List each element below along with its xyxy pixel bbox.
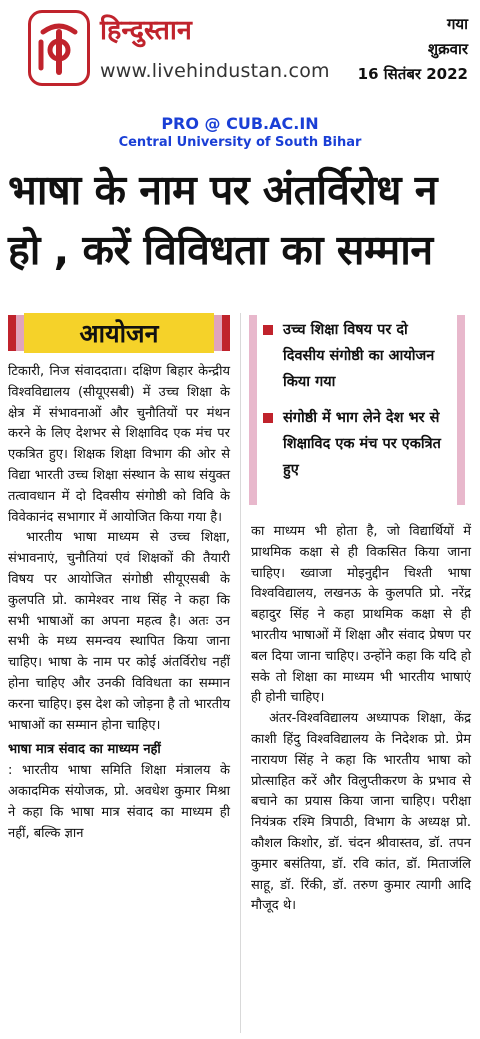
highlight-text: उच्च शिक्षा विषय पर दो दिवसीय संगोष्ठी का आयोजन किया गया bbox=[283, 322, 435, 390]
tag-bar-right bbox=[222, 315, 230, 351]
credit-email: PRO @ CUB.AC.IN bbox=[161, 114, 319, 133]
article-column-right bbox=[251, 522, 471, 917]
article-paragraph: टिकारी, निज संवाददाता। दक्षिण बिहार केन्द्रीय विश्वविद्यालय (सीयूएसबी) में उच्च शिक्षा के क्षेत्र में संभावनाओं और चुनौतियों पर मंथन करने के लिए देशभर से शिक्षाविद एक मंच पर एकत्रित हुए। शिक्षक शिक्षा विभाग की ओर से विद्या भारती उच्च शिक्षा संस्थान के साथ संयुक्त तत्वावधान में दो दिवसीय संगोष्ठी को विवि के विवेकानंद सभागार में आयोजित किया गया है। bbox=[8, 364, 230, 525]
masthead bbox=[0, 0, 480, 100]
article-subhead: भाषा मात्र संवाद का माध्यम नहीं bbox=[8, 742, 161, 758]
credit-stamp bbox=[0, 114, 480, 151]
highlights-edge-right bbox=[457, 315, 465, 505]
category-tag bbox=[8, 313, 230, 355]
highlight-item bbox=[263, 317, 453, 395]
headline: भाषा के नाम पर अंतर्विरोध न हो , करें विविधता का सम्मान bbox=[8, 166, 438, 274]
hindustan-logo-icon bbox=[28, 10, 90, 86]
highlight-text: संगोष्ठी में भाग लेने देश भर से शिक्षाविद एक मंच पर एकत्रित हुए bbox=[283, 410, 441, 478]
credit-institution: Central University of South Bihar bbox=[118, 135, 362, 150]
article-column-left bbox=[8, 362, 230, 844]
edition-date: 16 सितंबर 2022 bbox=[357, 65, 468, 83]
category-label: आयोजन bbox=[24, 313, 214, 353]
red-square-bullet-icon bbox=[263, 413, 273, 423]
highlights-edge-left bbox=[249, 315, 257, 505]
article-paragraph: का माध्यम भी होता है, जो विद्यार्थियों में प्राथमिक कक्षा से ही विकसित किया जाना चाहिए। ख्वाजा मोइनुद्दीन चिश्ती भाषा विश्वविद्यालय, लखनऊ के कुलपति प्रो. नरेंद्र बहादुर सिंह ने कहा प्राथमिक कक्षा से ही भारतीय भाषाओं में शिक्षा और संवाद प्रेषण पर बल दिया जाना चाहिए। उन्होंने कहा कि यदि हो सके तो शिक्षा का माध्यम भी भारतीय भाषाएं ही होनी चाहिए। bbox=[251, 524, 471, 706]
site-url[interactable]: www.livehindustan.com bbox=[100, 60, 330, 82]
brand-name: हिन्दुस्तान bbox=[100, 15, 192, 46]
tag-bar-left bbox=[8, 315, 16, 351]
red-square-bullet-icon bbox=[263, 325, 273, 335]
tag-bar-right-inner bbox=[214, 315, 222, 351]
edition-city: गया bbox=[446, 15, 468, 33]
highlights-box bbox=[249, 315, 471, 511]
article-paragraph: : भारतीय भाषा समिति शिक्षा मंत्रालय के अकादमिक संयोजक, प्रो. अवधेश कुमार मिश्रा ने कहा कि भाषा मात्र संवाद का माध्यम ही नहीं, बल्कि ज्ञान bbox=[8, 763, 230, 841]
edition-weekday: शुक्रवार bbox=[427, 40, 468, 58]
article-paragraph: अंतर-विश्वविद्यालय अध्यापक शिक्षा, केंद्र काशी हिंदु विश्वविद्यालय के निदेशक प्रो. प्रेम नारायण सिंह ने कहा कि भारतीय भाषा को प्रोत्साहित करें और विलुप्तीकरण के प्रभाव से बचाने का प्रयास किया जाना चाहिए। परीक्षा नियंत्रक रश्मि त्रिपाठी, विभाग के अध्यक्ष प्रो. कौशल किशोर, डॉ. चंदन श्रीवास्तव, डॉ. तपन कुमार बसंतिया, डॉ. रवि कांत, डॉ. मिताजंलि साहू, डॉ. रिंकी, डॉ. तरुण कुमार त्यागी आदि मौजूद थे। bbox=[251, 711, 471, 914]
column-divider bbox=[240, 313, 241, 1033]
edition-info bbox=[358, 12, 468, 87]
article-paragraph: भारतीय भाषा माध्यम से उच्च शिक्षा, संभावनाएं, चुनौतियां एवं शिक्षकों की तैयारी विषय पर आयोजित संगोष्ठी सीयूएसबी के कुलपति प्रो. कामेश्वर नाथ सिंह ने कहा कि सभी भाषाओं का अपना महत्व है। अतः उन सभी के मध्य समन्वय स्थापित किया जाना चाहिए। भाषा के नाम पर कोई अंतर्विरोध नहीं होना चाहिए और उनकी विविधता का सम्मान करना चाहिए। इस देश को जोड़ना है तो भारतीय भाषाओं का सम्मान होना चाहिए। bbox=[8, 530, 230, 733]
highlight-item bbox=[263, 405, 453, 483]
tag-bar-left-inner bbox=[16, 315, 24, 351]
